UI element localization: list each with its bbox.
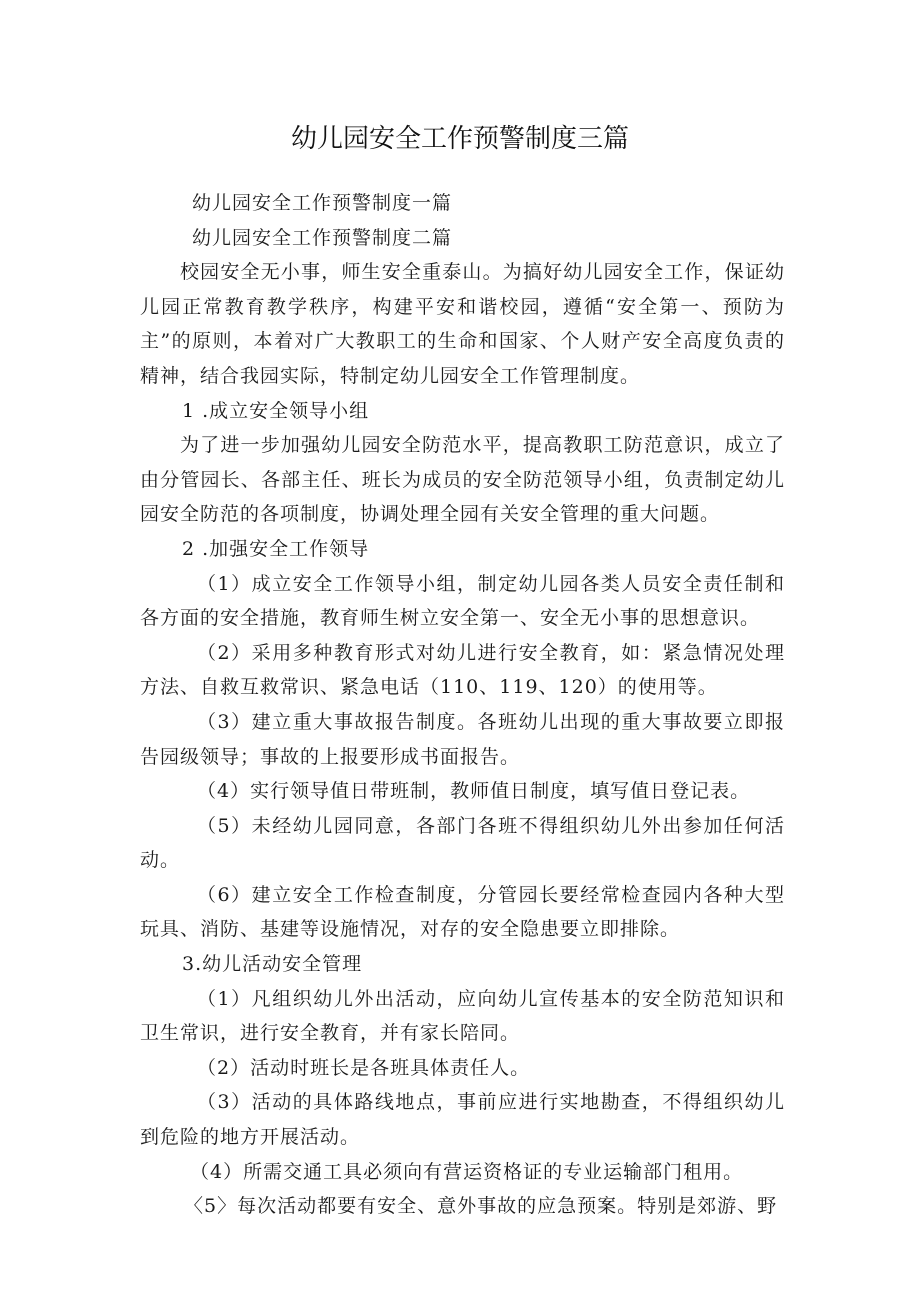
section-3-item-2: （2）活动时班长是各班具体责任人。 xyxy=(197,1056,531,1079)
section-3-item-3: （3）活动的具体路线地点，事前应进行实地勘查，不得组织幼儿到危险的地方开展活动。 xyxy=(140,1091,785,1149)
section-heading-3: 3.幼儿活动安全管理 xyxy=(182,953,363,976)
subtitle-part-one: 幼儿园安全工作预警制度一篇 xyxy=(192,192,453,214)
section-3-item-5: 〈5〉每次活动都要有安全、意外事故的应急预案。特别是郊游、野 xyxy=(184,1195,778,1218)
section-2-item-6: （6）建立安全工作检查制度，分管园长要经常检查园内各种大型玩具、消防、基建等设施情况，对存的安全隐患要立即排除。 xyxy=(140,883,785,941)
section-heading-2: 2 .加强安全工作领导 xyxy=(182,537,370,560)
section-2-item-4: （4）实行领导值日带班制，教师值日制度，填写值日登记表。 xyxy=(197,780,751,803)
section-2-item-3: （3）建立重大事故报告制度。各班幼儿出现的重大事故要立即报告园级领导；事故的上报要形成书面报告。 xyxy=(140,710,785,768)
section-1-paragraph: 为了进一步加强幼儿园安全防范水平，提高教职工防范意识，成立了由分管园长、各部主任、班长为成员的安全防范领导小组，负责制定幼儿园安全防范的各项制度，协调处理全园有关安全管理的重大问题。 xyxy=(140,434,785,526)
section-heading-1: 1 .成立安全领导小组 xyxy=(182,399,370,422)
section-2-item-2: （2）采用多种教育形式对幼儿进行安全教育，如：紧急情况处理方法、自救互救常识、紧急电话（110、119、120）的使用等。 xyxy=(140,641,785,699)
document-title: 幼儿园安全工作预警制度三篇 xyxy=(290,124,629,154)
intro-paragraph: 校园安全无小事，师生安全重泰山。为搞好幼儿园安全工作，保证幼儿园正常教育教学秩序，构建平安和谐校园，遵循“安全第一、预防为主”的原则，本着对广大教职工的生命和国家、个人财产安全高度负责的精神，结合我园实际，特制定幼儿园安全工作管理制度。 xyxy=(140,261,785,387)
section-3-item-4: （4）所需交通工具必须向有营运资格证的专业运输部门租用。 xyxy=(190,1160,744,1183)
section-2-item-5: （5）未经幼儿园同意，各部门各班不得组织幼儿外出参加任何活动。 xyxy=(140,814,785,872)
section-3-item-1: （1）凡组织幼儿外出活动，应向幼儿宣传基本的安全防范知识和卫生常识，进行安全教育，并有家长陪同。 xyxy=(140,987,785,1045)
section-2-item-1: （1）成立安全工作领导小组，制定幼儿园各类人员安全责任制和各方面的安全措施，教育师生树立安全第一、安全无小事的思想意识。 xyxy=(140,572,785,630)
subtitle-part-two: 幼儿园安全工作预警制度二篇 xyxy=(192,226,453,249)
document-body xyxy=(140,186,785,1224)
